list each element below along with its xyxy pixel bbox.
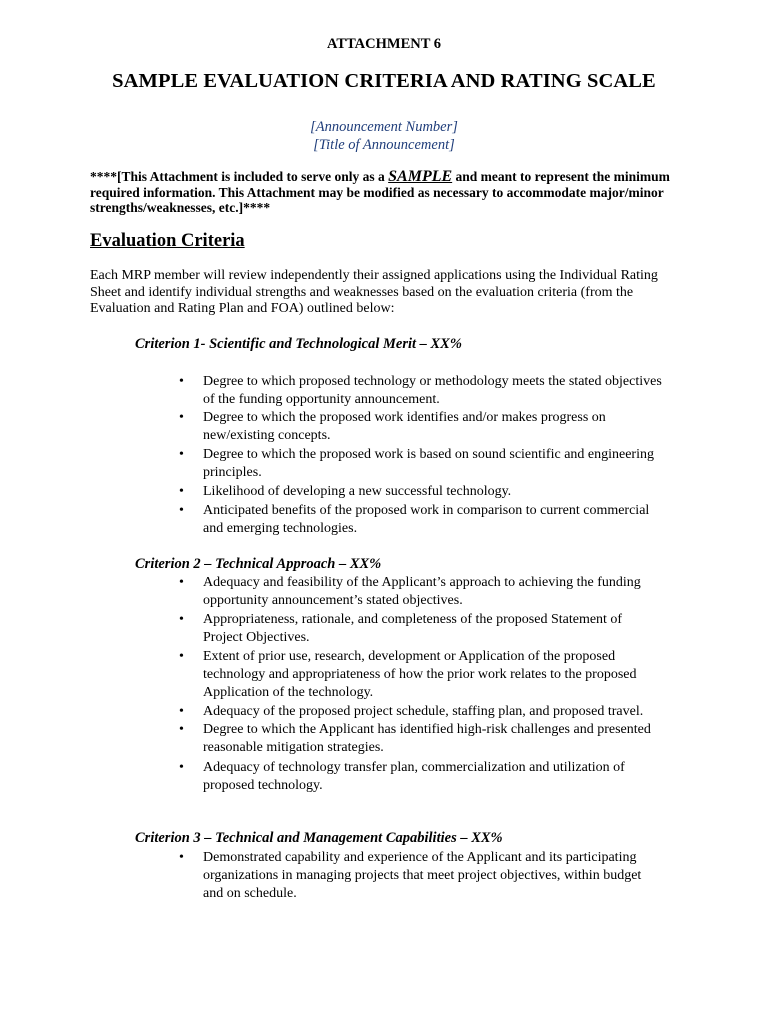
bullet-marker: •	[179, 503, 184, 518]
list-item-text: Adequacy and feasibility of the Applicant’s approach to achieving the funding opportunity announcement’s stated objectives.	[203, 575, 641, 608]
list-item-text: Degree to which the Applicant has identified high-risk challenges and presented reasonable mitigation strategies.	[203, 722, 651, 755]
list-item-text: Anticipated benefits of the proposed work in comparison to current commercial and emerging technologies.	[203, 503, 650, 536]
list-item-text: Degree to which the proposed work identifies and/or makes progress on new/existing concepts.	[203, 410, 606, 443]
note-suffix: and meant to represent the minimum required information. This Attachment may be modified as necessary to accommodate major/minor strengths/weaknesses, etc.]****	[90, 169, 670, 215]
list-item-text: Adequacy of the proposed project schedule, staffing plan, and proposed travel.	[203, 704, 644, 719]
announcement-title: [Title of Announcement]	[313, 137, 455, 153]
intro-paragraph: Each MRP member will review independently their assigned applications using the Individual Rating Sheet and identify individual strengths and weaknesses based on the evaluation criteria (from the Evaluation and Rating Plan and FOA) outlined below:	[90, 268, 658, 316]
bullet-marker: •	[179, 722, 184, 737]
note-sample-word: SAMPLE	[388, 168, 453, 185]
list-item-text: Extent of prior use, research, development or Application of the proposed technology and appropriateness of how the prior work relates to the proposed Application of the technology.	[203, 649, 637, 700]
list-item-text: Degree to which the proposed work is based on sound scientific and engineering principles.	[203, 447, 654, 480]
bullet-marker: •	[179, 704, 184, 719]
note-prefix: ****[This Attachment is included to serve only as a	[90, 169, 389, 184]
attachment-note	[90, 169, 690, 216]
bullet-marker: •	[179, 850, 184, 865]
bullet-marker: •	[179, 484, 184, 499]
criterion-heading: Criterion 2 – Technical Approach – XX%	[135, 556, 382, 572]
bullet-marker: •	[179, 760, 184, 775]
list-item-text: Degree to which proposed technology or methodology meets the stated objectives of the funding opportunity announcement.	[203, 374, 662, 407]
bullet-marker: •	[179, 612, 184, 627]
bullet-marker: •	[179, 410, 184, 425]
list-item-text: Likelihood of developing a new successful technology.	[203, 484, 512, 499]
criterion-heading: Criterion 1- Scientific and Technological Merit – XX%	[135, 336, 462, 352]
section-heading: Evaluation Criteria	[90, 231, 245, 251]
bullet-marker: •	[179, 649, 184, 664]
bullet-marker: •	[179, 374, 184, 389]
attachment-label: ATTACHMENT 6	[327, 36, 441, 52]
list-item-text: Adequacy of technology transfer plan, commercialization and utilization of proposed technology.	[203, 760, 625, 793]
list-item-text: Appropriateness, rationale, and completeness of the proposed Statement of Project Objectives.	[203, 612, 623, 645]
page-title: SAMPLE EVALUATION CRITERIA AND RATING SCALE	[112, 70, 656, 92]
bullet-marker: •	[179, 575, 184, 590]
bullet-marker: •	[179, 447, 184, 462]
announcement-number: [Announcement Number]	[310, 119, 458, 135]
list-item-text: Demonstrated capability and experience of the Applicant and its participating organizations in managing projects that meet project objectives, within budget and on schedule.	[203, 850, 642, 901]
criterion-heading: Criterion 3 – Technical and Management Capabilities – XX%	[135, 830, 503, 846]
